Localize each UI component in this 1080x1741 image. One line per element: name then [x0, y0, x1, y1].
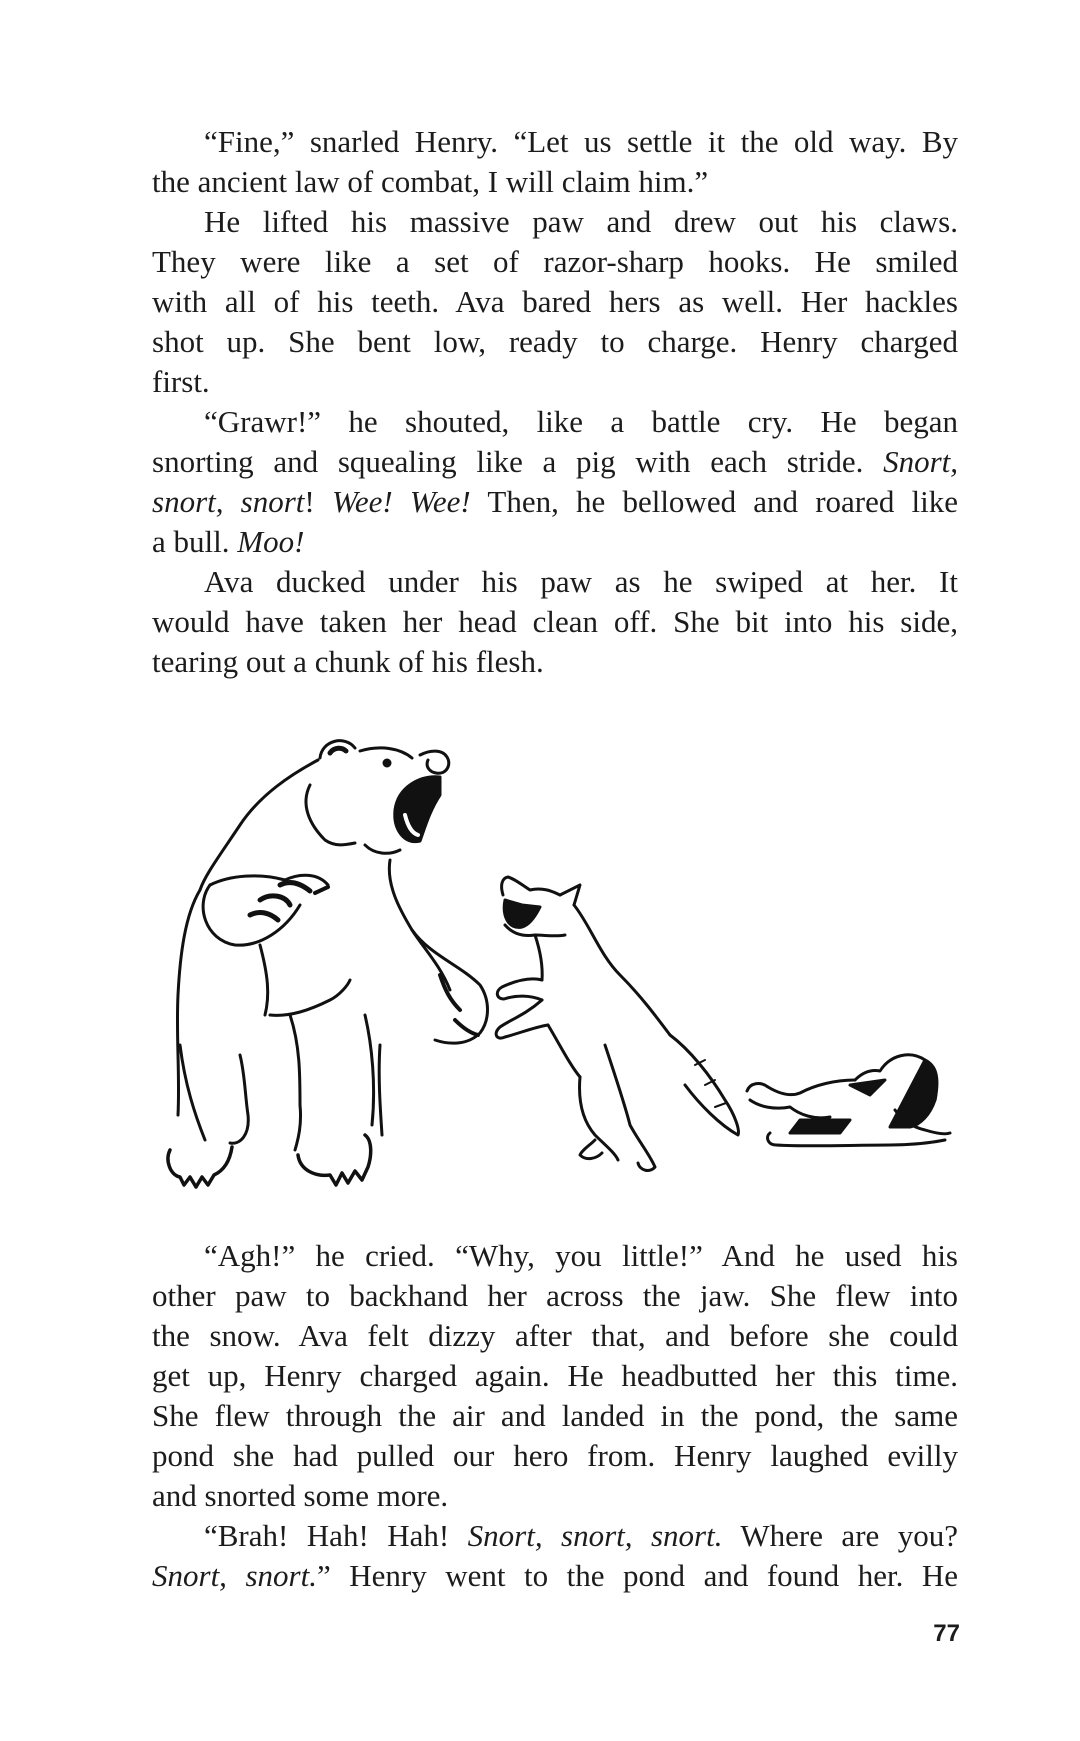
text-segment: Where are you?: [722, 1518, 958, 1553]
text-segment: get up, Henry charged again. He headbutted her this time.: [152, 1358, 958, 1393]
text-segment: She flew through the air and landed in the pond, the same: [152, 1398, 958, 1433]
text-line: [152, 202, 958, 242]
text-line: [152, 242, 958, 282]
text-line: [152, 1396, 958, 1436]
text-line: [152, 1356, 958, 1396]
text-line: [152, 1316, 958, 1356]
page-number: 77: [933, 1620, 960, 1647]
text-line: [152, 562, 958, 602]
text-segment: would have taken her head clean off. She bit into his side,: [152, 604, 958, 639]
text-line: [152, 1236, 958, 1276]
text-segment: shot up. She bent low, ready to charge. Henry charged: [152, 324, 958, 359]
text-segment: first.: [152, 364, 210, 399]
unconscious-person-icon: [747, 1055, 950, 1146]
italic-text: Snort, snort, snort.: [467, 1518, 723, 1553]
bear-wolf-illustration: [150, 715, 960, 1195]
text-segment: Ava ducked under his paw as he swiped at her. It: [204, 564, 958, 599]
text-line: [152, 442, 958, 482]
italic-text: Wee! Wee!: [331, 484, 471, 519]
text-line: [152, 1516, 958, 1556]
italic-text: snort, snort: [152, 484, 305, 519]
italic-text: Snort, snort.: [152, 1558, 317, 1593]
text-segment: Then, he bellowed and roared like: [470, 484, 958, 519]
bear-icon: [168, 741, 487, 1187]
text-segment: other paw to backhand her across the jaw. She flew into: [152, 1278, 958, 1313]
text-line: [152, 322, 958, 362]
text-block-top: [152, 122, 958, 682]
text-segment: They were like a set of razor-sharp hooks. He smiled: [152, 244, 958, 279]
italic-text: Snort,: [883, 444, 958, 479]
italic-text: Moo!: [237, 524, 305, 559]
text-segment: and snorted some more.: [152, 1478, 449, 1513]
text-segment: a bull.: [152, 524, 238, 559]
text-line: [152, 122, 958, 162]
text-segment: pond she had pulled our hero from. Henry laughed evilly: [152, 1438, 958, 1473]
text-line: [152, 602, 958, 642]
text-segment: with all of his teeth. Ava bared hers as well. Her hackles: [152, 284, 958, 319]
text-line: [152, 522, 958, 562]
text-segment: !: [304, 484, 332, 519]
text-line: [152, 282, 958, 322]
text-segment: “Grawr!” he shouted, like a battle cry. He began: [204, 404, 958, 439]
text-segment: snorting and squealing like a pig with each stride.: [152, 444, 884, 479]
text-line: [152, 642, 958, 682]
text-line: [152, 162, 958, 202]
text-line: [152, 1476, 958, 1516]
text-segment: “Agh!” he cried. “Why, you little!” And he used his: [204, 1238, 958, 1273]
text-block-bottom: [152, 1236, 958, 1596]
text-segment: the ancient law of combat, I will claim him.”: [152, 164, 709, 199]
text-segment: ” Henry went to the pond and found her. He: [316, 1558, 958, 1593]
text-line: [152, 1276, 958, 1316]
wolf-icon: [496, 877, 738, 1170]
text-segment: He lifted his massive paw and drew out his claws.: [204, 204, 958, 239]
text-line: [152, 402, 958, 442]
text-line: [152, 362, 958, 402]
text-line: [152, 1436, 958, 1476]
text-segment: tearing out a chunk of his flesh.: [152, 644, 544, 679]
text-segment: “Brah! Hah! Hah!: [204, 1518, 468, 1553]
text-segment: “Fine,” snarled Henry. “Let us settle it the old way. By: [204, 124, 958, 159]
text-line: [152, 1556, 958, 1596]
text-segment: the snow. Ava felt dizzy after that, and before she could: [152, 1318, 958, 1353]
text-line: [152, 482, 958, 522]
